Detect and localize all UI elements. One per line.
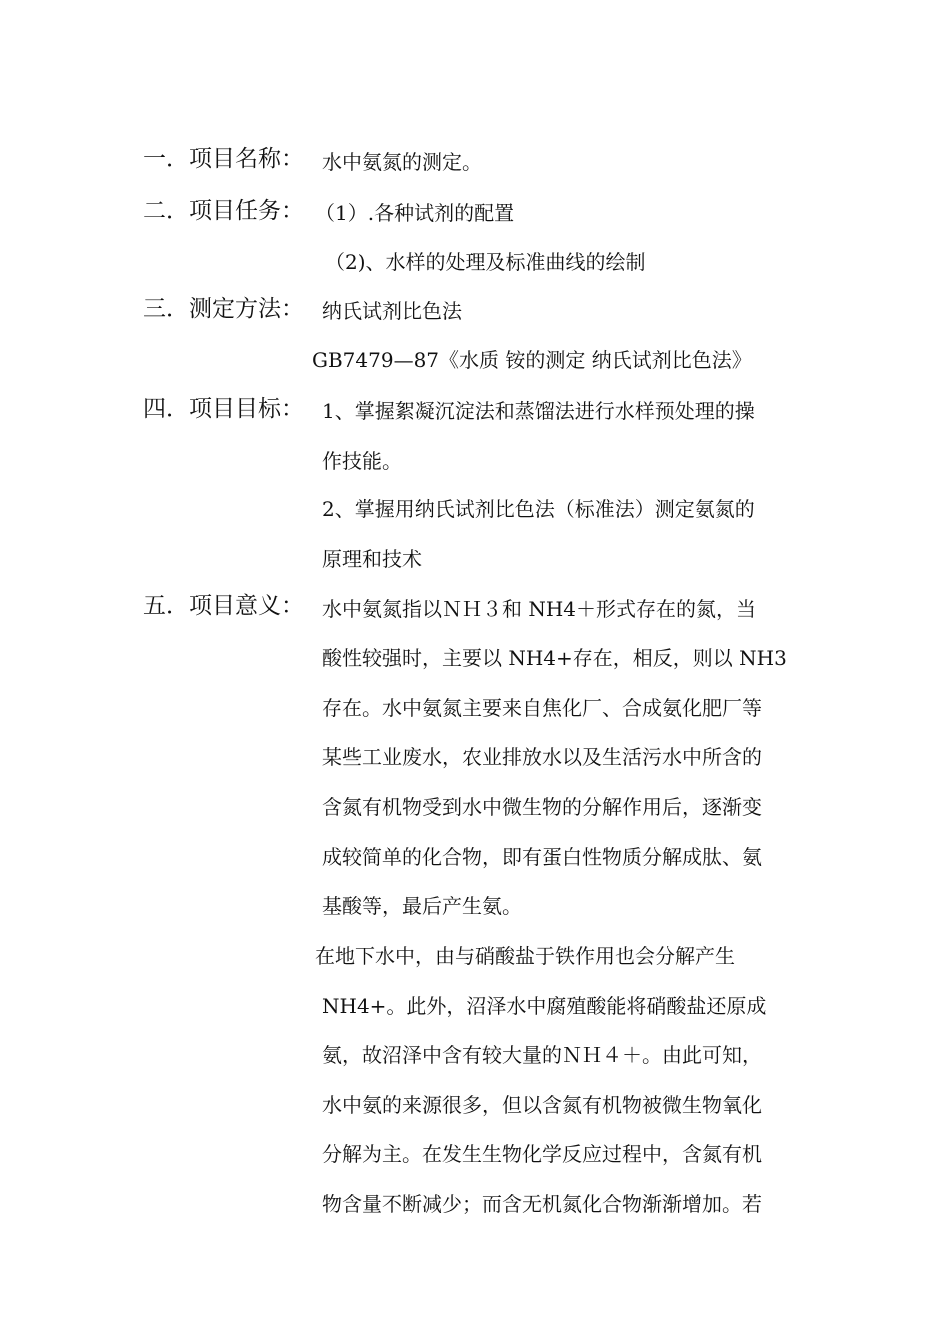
- section-2-line-1: （1）.各种试剂的配置: [315, 201, 515, 225]
- section-5-line-13: 物含量不断减少；而含无机氮化合物渐渐增加。若: [322, 1192, 762, 1216]
- section-5-line-5: 含氮有机物受到水中微生物的分解作用后，逐渐变: [322, 795, 762, 819]
- section-5-line-9: NH4+。此外，沼泽水中腐殖酸能将硝酸盐还原成: [322, 994, 767, 1018]
- section-5-line-2: 酸性较强时，主要以 NH4+存在，相反，则以 NH3: [322, 646, 787, 670]
- section-5-line-8: 在地下水中，由与硝酸盐于铁作用也会分解产生: [315, 944, 735, 968]
- section-5-line-10: 氨，故沼泽中含有较大量的ＮＨ４＋。由此可知，: [322, 1043, 762, 1067]
- section-4-line-2: 作技能。: [322, 449, 402, 473]
- section-4-line-4: 原理和技术: [322, 547, 422, 571]
- section-5-line-1: 水中氨氮指以ＮＨ３和 NH4＋形式存在的氮，当: [322, 597, 757, 621]
- section-2-heading: 二．项目任务：: [143, 198, 304, 224]
- section-4-heading: 四．项目目标：: [143, 396, 304, 422]
- section-1-heading: 一．项目名称：: [143, 146, 304, 172]
- section-5-line-11: 水中氨的来源很多，但以含氮有机物被微生物氧化: [322, 1093, 762, 1117]
- section-5-line-3: 存在。水中氨氮主要来自焦化厂、合成氨化肥厂等: [322, 696, 762, 720]
- section-3-line-2: GB7479—87《水质 铵的测定 纳氏试剂比色法》: [312, 348, 752, 372]
- section-1-text: 水中氨氮的测定。: [322, 150, 482, 174]
- section-5-line-6: 成较简单的化合物，即有蛋白性物质分解成肽、氨: [322, 845, 762, 869]
- section-4-line-3: 2、掌握用纳氏试剂比色法（标准法）测定氨氮的: [322, 497, 755, 521]
- section-3-heading: 三．测定方法：: [143, 296, 304, 322]
- section-5-line-12: 分解为主。在发生生物化学反应过程中，含氮有机: [322, 1142, 762, 1166]
- section-4-line-1: 1、掌握絮凝沉淀法和蒸馏法进行水样预处理的操: [322, 399, 755, 423]
- section-5-line-4: 某些工业废水，农业排放水以及生活污水中所含的: [322, 745, 762, 769]
- section-5-heading: 五．项目意义：: [143, 593, 304, 619]
- section-3-line-1: 纳氏试剂比色法: [322, 299, 462, 323]
- section-5-line-7: 基酸等，最后产生氨。: [322, 894, 522, 918]
- section-2-line-2: （2)、水样的处理及标准曲线的绘制: [325, 250, 646, 274]
